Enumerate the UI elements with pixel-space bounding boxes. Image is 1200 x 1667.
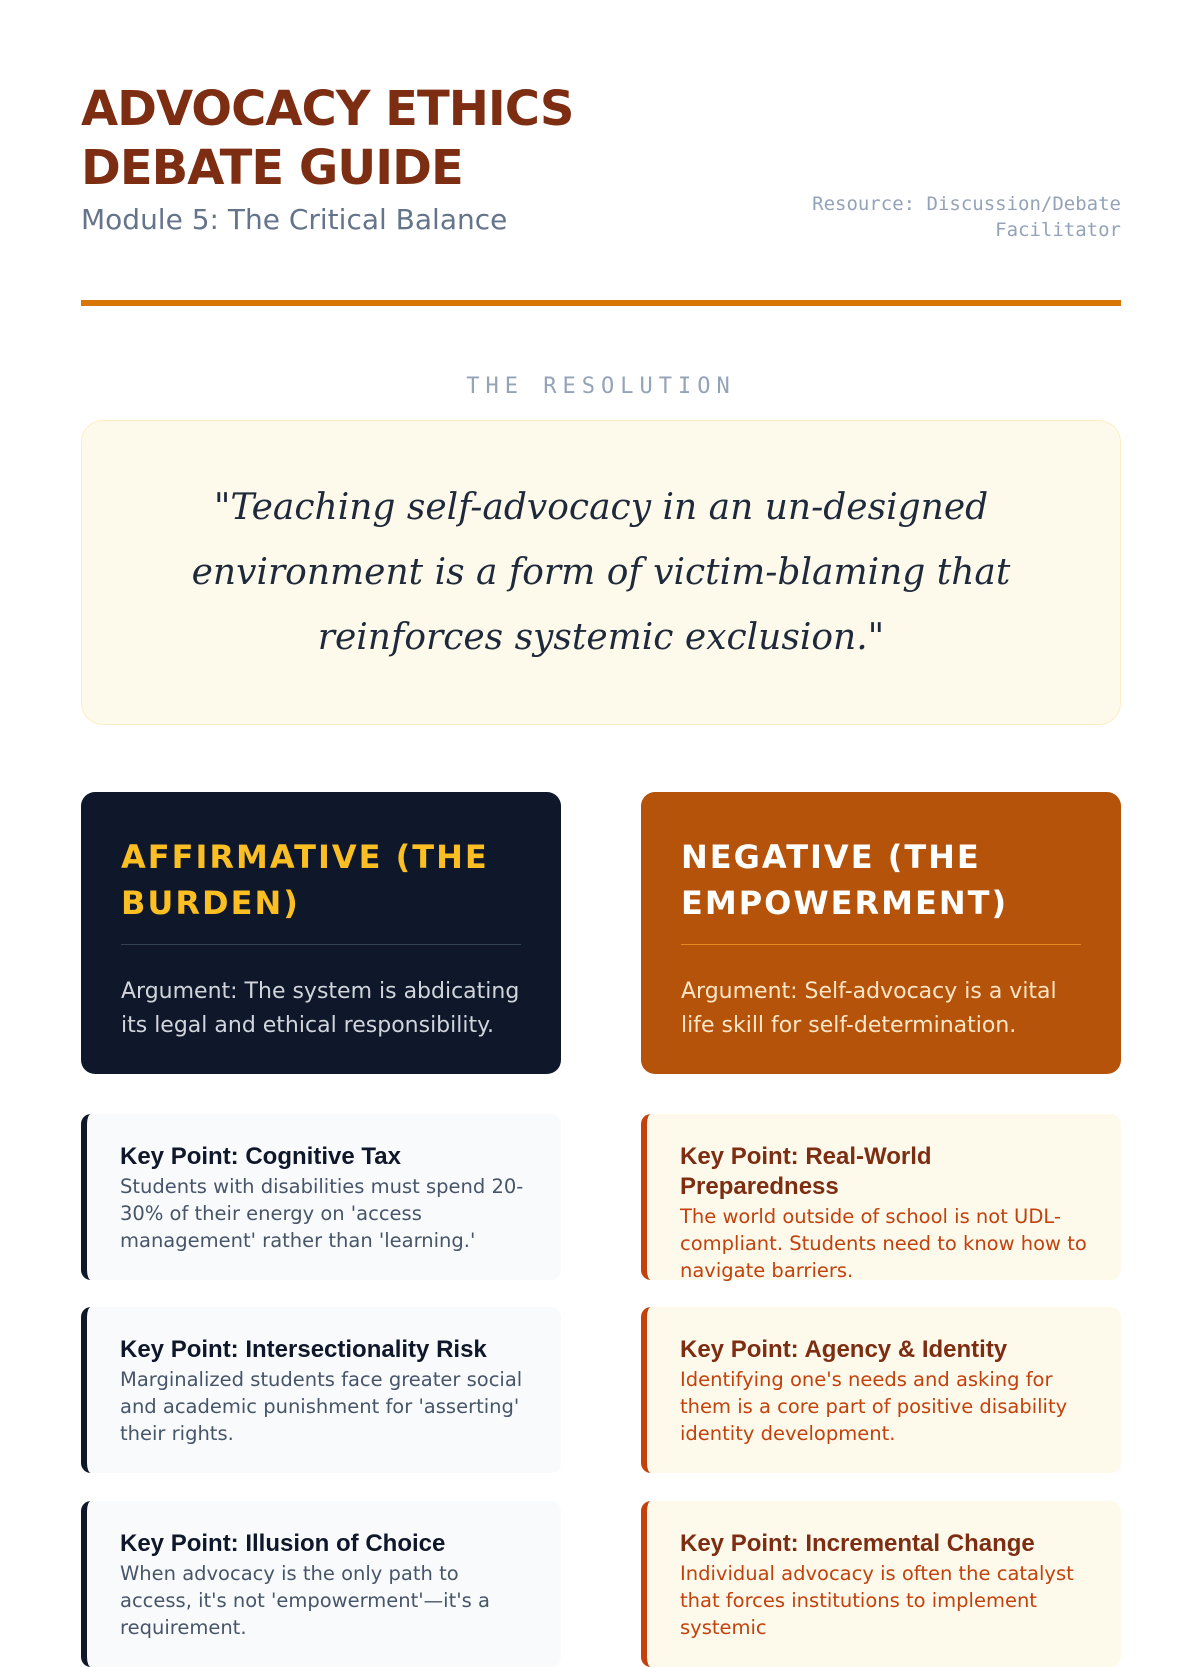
debate-guide-page <box>81 0 1121 1639</box>
key-point-title: Key Point: Real-World Preparedness <box>680 1143 932 1200</box>
affirmative-argument: Argument: The system is abdicating its legal and ethical responsibility. <box>121 979 520 1038</box>
resource-label: Resource: Discussion/Debate Facilitator <box>812 193 1121 241</box>
negative-key-point <box>641 1114 1121 1280</box>
key-point-title: Key Point: Agency & Identity <box>680 1336 1008 1363</box>
resolution-box <box>81 420 1121 725</box>
affirmative-key-point <box>81 1307 561 1473</box>
key-point-body: Identifying one's needs and asking for them is a core part of positive disability identity development. <box>680 1368 1068 1445</box>
key-point-title: Key Point: Incremental Change <box>680 1530 1035 1557</box>
key-point-title: Key Point: Cognitive Tax <box>120 1143 401 1170</box>
key-point-body: Individual advocacy is often the catalyst that forces institutions to implement systemic <box>680 1562 1074 1639</box>
page-title: ADVOCACY ETHICS DEBATE GUIDE <box>81 81 574 196</box>
negative-card <box>641 792 1121 1074</box>
key-point-title: Key Point: Illusion of Choice <box>120 1530 446 1557</box>
affirmative-divider <box>121 944 521 945</box>
key-point-title: Key Point: Intersectionality Risk <box>120 1336 487 1363</box>
key-point-body: The world outside of school is not UDL-compliant. Students need to know how to navigate barriers. <box>680 1205 1087 1282</box>
resolution-quote: "Teaching self-advocacy in an un-designed environment is a form of victim-blaming that reinforces systemic exclusion." <box>191 487 1011 658</box>
page-header <box>81 80 1121 300</box>
negative-key-point <box>641 1307 1121 1473</box>
key-point-body: Students with disabilities must spend 20-30% of their energy on 'access management' rather than 'learning.' <box>120 1175 524 1252</box>
page-subtitle: Module 5: The Critical Balance <box>81 203 508 236</box>
negative-title: NEGATIVE (THE EMPOWERMENT) <box>681 838 1009 922</box>
key-point-body: When advocacy is the only path to access, it's not 'empowerment'—it's a requirement. <box>120 1562 490 1639</box>
affirmative-card <box>81 792 561 1074</box>
negative-key-point <box>641 1501 1121 1667</box>
header-divider <box>81 300 1121 306</box>
negative-divider <box>681 944 1081 945</box>
negative-argument: Argument: Self-advocacy is a vital life skill for self-determination. <box>681 979 1057 1038</box>
affirmative-title: AFFIRMATIVE (THE BURDEN) <box>121 838 489 922</box>
affirmative-key-point <box>81 1114 561 1280</box>
resolution-label: THE RESOLUTION <box>466 374 736 399</box>
affirmative-key-point <box>81 1501 561 1667</box>
key-point-body: Marginalized students face greater social and academic punishment for 'asserting' their rights. <box>120 1368 523 1445</box>
